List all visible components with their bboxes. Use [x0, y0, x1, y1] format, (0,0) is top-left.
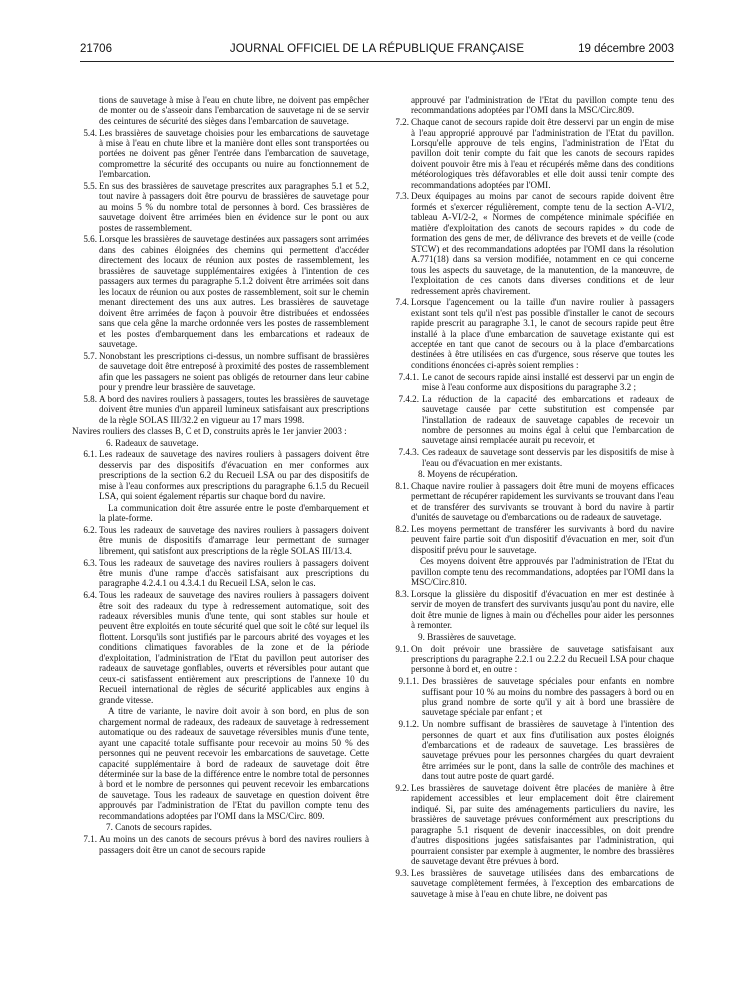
paragraph-text: Un nombre suffisant de brassières de sauvetage à l'intention des personnes de quart et aux fins d'utilisation aux postes éloignés d'embarcations et de radeaux de sauvetage. Les brassières de sauvetage prévues pour les personnes chargées du quart devraient être arrimées sur le pont, dans la salle de contrôle des machines et dans tout autre poste de quart gardé. [422, 719, 674, 782]
paragraph-5-4 [66, 128, 369, 180]
paragraph-text: Chaque canot de secours rapide doit être desservi par un engin de mise à l'eau approprié approuvé par l'administration de l'Etat du pavillon. Lorsqu'elle approuve de tels engins, l'administration de l'Etat du pavillon doit tenir compte du fait que les canots de secours rapides doivent pouvoir être mis à l'eau et récupérés même dans des conditions météorologiques très défavorables et elle doit aussi tenir compte des recommandations adoptées par l'OMI. [411, 117, 674, 190]
paragraph-7-4 [378, 297, 674, 370]
paragraph-9-2 [378, 783, 674, 867]
paragraph [66, 426, 369, 436]
paragraph-text: La communication doit être assurée entre le poste d'embarquement et la plate-forme. [99, 502, 369, 524]
left-column [66, 95, 369, 856]
paragraph-text: La réduction de la capacité des embarcations et radeaux de sauvetage causée par cette substitution est compensée par l'installation de radeaux de sauvetage capables de recevoir un nombre de personnes au moins égal à celui que l'embarcation de sauvetage ainsi remplacée aurait pu recevoir, et [422, 393, 674, 446]
page-number: 21706 [80, 43, 112, 55]
paragraph-text: 9. Brassières de sauvetage. [418, 631, 517, 642]
issue-date: 19 décembre 2003 [578, 43, 674, 55]
paragraph-7-4-2 [378, 394, 674, 446]
paragraph-number: 7.4.1. [398, 371, 419, 382]
paragraph-9-1 [378, 644, 674, 675]
paragraph-number: 6.3. [83, 557, 97, 568]
header-rule [80, 61, 674, 62]
paragraph-number: 8.1. [395, 480, 409, 491]
paragraph-text: Lorsque la glissière du dispositif d'évacuation en mer est destinée à servir de moyen de transfert des survivants jusqu'au pont du navire, elle doit être munie de lignes à main ou d'échelles pour aider les personnes à remonter. [411, 588, 674, 631]
paragraph-number: 9.3. [395, 867, 409, 878]
paragraph-number: 6.1. [83, 449, 97, 460]
paragraph [378, 95, 674, 116]
paragraph-9-1-1 [378, 676, 674, 718]
paragraph-number: 5.7. [83, 350, 97, 361]
paragraph [378, 632, 674, 642]
paragraph-text: 7. Canots de secours rapides. [106, 822, 212, 833]
paragraph-7-3 [378, 191, 674, 296]
paragraph-text: Deux équipages au moins par canot de secours rapide doivent être formés et s'exercer régulièrement, compte tenu de la section A-VI/2, tableau A-VI/2-2, « Normes de compétence minimale spécifiée en matière d'exploitation des canots de secours rapides » du code de formation des gens de mer, de délivrance des brevets et de veille (code STCW) et des recommandations adoptées par l'OMI dans la résolution A.771(18) dans sa version modifiée, notamment en ce qui concerne tous les aspects du sauvetage, de la manutention, de la manœuvre, de l'exploitation de ces canots dans diverses conditions et de leur redressement après chavirement. [411, 191, 674, 296]
paragraph [66, 822, 369, 832]
paragraph-text: Les brassières de sauvetage choisies pour les embarcations de sauvetage à mise à l'eau en chute libre et la manière dont elles sont transportées ou portées ne doivent pas gêner l'entrée dans l'embarcation de sauvetage, compromettre la sécurité des occupants ou nuire au fonctionnement de l'embarcation. [99, 127, 369, 180]
paragraph-7-2 [378, 117, 674, 190]
paragraph-text: Tous les radeaux de sauvetage des navires rouliers à passagers doivent être munis de dispositifs d'amarrage leur permettant de surnager librement, qui satisfont aux prescriptions de la règle SOLAS III/13.4. [99, 525, 369, 556]
paragraph-text: On doit prévoir une brassière de sauvetage satisfaisant aux prescriptions du paragraphe 2.2.1 ou 2.2.2 du Recueil LSA pour chaque personne à bord et, en outre : [411, 643, 674, 675]
paragraph-number: 9.2. [395, 783, 409, 793]
paragraph-text: approuvé par l'administration de l'Etat du pavillon compte tenu des recommandations adoptées par l'OMI dans la MSC/Circ.809. [411, 95, 674, 116]
paragraph-text: Ces radeaux de sauvetage sont desservis par les dispositifs de mise à l'eau ou d'évacuation en mer existants. [422, 447, 674, 468]
paragraph-number: 7.1. [83, 834, 97, 845]
paragraph-text: Les brassières de sauvetage utilisées dans des embarcations de sauvetage complètement fermées, à l'exception des embarcations de sauvetage à mise à l'eau en chute libre, ne doivent pas [411, 867, 674, 899]
paragraph-6-1 [66, 449, 369, 501]
paragraph-number: 9.1.1. [398, 676, 419, 687]
paragraph-text: Ces moyens doivent être approuvés par l'administration de l'Etat du pavillon compte tenu des recommandations, adoptées par l'OMI dans la MSC/Circ.810. [411, 556, 674, 588]
paragraph-number: 7.2. [395, 117, 409, 128]
paragraph-text: A bord des navires rouliers à passagers, toutes les brassières de sauvetage doivent être munies d'un appareil lumineux satisfaisant aux prescriptions de la règle SOLAS III/32.2 en vigueur au 17 mars 1998. [99, 393, 369, 425]
paragraph [66, 706, 369, 821]
paragraph-text: A titre de variante, le navire doit avoir à son bord, en plus de son chargement normal de radeaux, des radeaux de sauvetage à redressement automatique ou des radeaux de sauvetage réversibles munis d'une tente, ayant une capacité totale suffisante pour recevoir au moins 50 % des personnes qui ne peuvent recevoir les embarcations de sauvetage. Cette capacité supplémentaire à bord de radeaux de sauvetage doit être déterminée sur la base de la différence entre le nombre total de personnes à bord et le nombre de personnes qui peuvent recevoir les embarcations de sauvetage. Tous les radeaux de sauvetage en question doivent être approuvés par l'administration de l'Etat du pavillon compte tenu des recommandations adoptées par l'OMI dans la MSC/Circ. 809. [99, 706, 369, 821]
paragraph-text: 8. Moyens de récupération. [418, 469, 518, 480]
paragraph-8-2 [378, 524, 674, 555]
paragraph-5-7 [66, 351, 369, 393]
paragraph-number: 8.3. [395, 588, 409, 599]
paragraph-number: 7.4.2. [398, 393, 419, 404]
paragraph-number: 7.4. [395, 297, 409, 308]
paragraph [378, 556, 674, 587]
paragraph-text: Lorsque les brassières de sauvetage destinées aux passagers sont arrimées dans des cabines éloignées des chemins qui permettent d'accéder directement des locaux de réunion aux postes de rassemblement, les brassières de sauvetage supplémentaires exigées à l'intention de ces passagers aux termes du paragraphe 5.1.2 doivent être arrimées soit dans les locaux de réunion ou aux postes de rassemblement, soit sur le chemin menant directement des uns aux autres. Les brassières de sauvetage doivent être arrimées de façon à pouvoir être distribuées et endossées sans que cela gêne la marche ordonnée vers les postes de rassemblement et les postes d'embarquement dans les embarcations et radeaux de sauvetage. [99, 234, 369, 349]
paragraph-text: Le canot de secours rapide ainsi installé est desservi par un engin de mise à l'eau conforme aux dispositions du paragraphe 3.2 ; [422, 371, 674, 392]
paragraph-text: tions de sauvetage à mise à l'eau en chute libre, ne doivent pas empêcher de monter ou de s'asseoir dans l'embarcation de sauvetage ni de se servir des ceintures de sécurité des sièges dans l'embarcation de sauvetage. [99, 95, 369, 126]
paragraph-text: Les brassières de sauvetage doivent être placées de manière à être rapidement accessibles et leur emplacement doit être clairement indiqué. Si, par suite des aménagements particuliers du navire, les brassières de sauvetage prévues conformément aux prescriptions du paragraphe 5.1 risquent de devenir inaccessibles, on doit prendre d'autres dispositions jugées satisfaisantes par l'administration, qui pourraient consister par exemple à augmenter, le nombre des brassières de sauvetage devant être prévues à bord. [411, 783, 674, 867]
paragraph-number: 9.1.2. [398, 719, 419, 730]
paragraph-text: Tous les radeaux de sauvetage des navires rouliers à passagers doivent être soit des radeaux du type à redressement automatique, soit des radeaux réversibles munis d'une tente, qui sont stables sur houle et peuvent être exploités en toute sécurité quel que soit le côté sur lequel ils flottent. Lorsqu'ils sont justifiés par le parcours abrité des voyages et les conditions climatiques favorables de la zone et de la période d'exploitation, l'administration de l'Etat du pavillon peut autoriser des radeaux de sauvetage gonflables, ouverts et réversibles pour autant que ceux-ci satisfassent entièrement aux prescriptions de l'annexe 10 du Recueil international de règles de sécurité applicables aux engins à grande vitesse. [99, 590, 369, 705]
paragraph-text: Lorsque l'agencement ou la taille d'un navire roulier à passagers existant sont tels qu'il n'est pas possible d'installer le canot de secours rapide prescrit au paragraphe 3.1, le canot de secours rapide peut être installé à la place d'une embarcation de sauvetage existante qui est acceptée en tant que canot de secours ou à la place d'embarcations destinées à être utilisées en cas d'urgence, sous réserve que toutes les conditions énoncées ci-après soient remplies : [411, 297, 674, 370]
paragraph-number: 6.2. [83, 525, 97, 535]
paragraph-6-2 [66, 525, 369, 556]
journal-title: JOURNAL OFFICIEL DE LA RÉPUBLIQUE FRANÇAISE [229, 43, 525, 55]
paragraph-number: 5.5. [83, 181, 97, 191]
paragraph [66, 503, 369, 524]
page-header [80, 43, 674, 59]
paragraph-number: 5.8. [83, 393, 97, 404]
paragraph-text: En sus des brassières de sauvetage prescrites aux paragraphes 5.1 et 5.2, tout navire à passagers doit être pourvu de brassières de sauvetage pour au moins 5 % du nombre total de personnes à bord. Ces brassières de sauvetage doivent être arrimées bien en évidence sur le pont ou aux postes de rassemblement. [99, 181, 369, 233]
paragraph-5-8 [66, 394, 369, 425]
paragraph-7-1 [66, 834, 369, 855]
paragraph-number: 7.4.3. [398, 447, 419, 458]
right-column [378, 95, 674, 900]
paragraph-text: Les moyens permettant de transférer les survivants à bord du navire peuvent faire partie soit d'un dispositif d'évacuation en mer, soit d'un dispositif prévu pour le sauvetage. [411, 523, 674, 555]
paragraph-text: 6. Radeaux de sauvetage. [106, 437, 199, 448]
paragraph-number: 9.1. [395, 643, 409, 654]
paragraph [378, 469, 674, 479]
paragraph-number: 8.2. [395, 523, 409, 534]
paragraph-number: 5.6. [83, 234, 97, 245]
paragraph-number: 7.3. [395, 191, 409, 202]
paragraph-9-1-2 [378, 719, 674, 782]
paragraph-number: 5.4. [83, 127, 97, 138]
paragraph-8-1 [378, 481, 674, 523]
paragraph-5-6 [66, 234, 369, 349]
paragraph-8-3 [378, 589, 674, 631]
paragraph-text: Navires rouliers des classes B, C et D, construits après le 1er janvier 2003 : [72, 426, 347, 437]
paragraph-text: Nonobstant les prescriptions ci-dessus, un nombre suffisant de brassières de sauvetage doit être entreposé à proximité des postes de rassemblement afin que les passagers ne soient pas obligés de retourner dans leur cabine pour y prendre leur brassière de sauvetage. [99, 350, 369, 392]
paragraph-text: Les radeaux de sauvetage des navires rouliers à passagers doivent être desservis par des dispositifs d'évacuation en mer conformes aux prescriptions de la section 6.2 du Recueil LSA ou par des dispositifs de mise à l'eau conformes aux prescriptions du paragraphe 6.1.5 du Recueil LSA, qui soient également répartis sur chaque bord du navire. [99, 449, 369, 502]
paragraph-7-4-1 [378, 372, 674, 393]
paragraph-9-3 [378, 868, 674, 899]
paragraph-7-4-3 [378, 447, 674, 468]
paragraph-6-4 [66, 590, 369, 705]
paragraph-text: Tous les radeaux de sauvetage des navires rouliers à passagers doivent être munis d'une rampe d'accès satisfaisant aux prescriptions du paragraphe 4.2.4.1 ou 4.3.4.1 du Recueil LSA, selon le cas. [99, 557, 369, 589]
paragraph [66, 95, 369, 126]
paragraph-6-3 [66, 558, 369, 589]
paragraph-text: Au moins un des canots de secours prévus à bord des navires rouliers à passagers doit être un canot de secours rapide [99, 834, 369, 855]
paragraph-number: 6.4. [83, 590, 97, 601]
paragraph-5-5 [66, 181, 369, 233]
paragraph [66, 438, 369, 448]
paragraph-text: Chaque navire roulier à passagers doit être muni de moyens efficaces permettant de récupérer rapidement les survivants se trouvant dans l'eau et de transférer des survivants se trouvant à bord du navire à partir d'unités de sauvetage ou d'embarcations ou de radeaux de sauvetage. [411, 480, 674, 523]
paragraph-text: Des brassières de sauvetage spéciales pour enfants en nombre suffisant pour 10 % au moins du nombre des passagers à bord ou en plus grand nombre de sorte qu'il y ait à bord une brassière de sauvetage spéciale par enfant ; et [422, 676, 674, 718]
